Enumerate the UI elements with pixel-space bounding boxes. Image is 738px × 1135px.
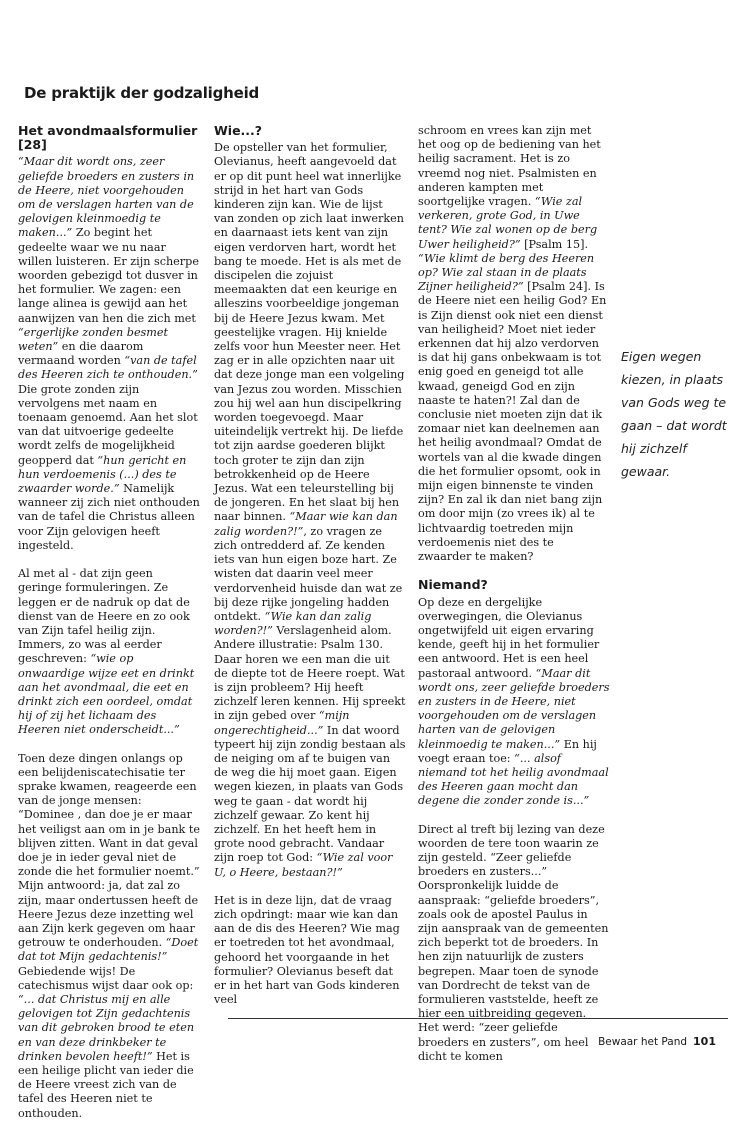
- body-text: In dat woord typeert hij zijn zondig bestaan als de neiging om af te buigen van de weg die hij moet gaan. Eigen wegen kiezen, in plaats van Gods weg te gaan - dat wordt hij zichzelf gewaar. Zo kent hij zichzelf. En het heeft hem in grote nood gebracht. Vandaar zijn roep tot God:: [214, 723, 406, 865]
- body-text: , zo vragen ze zich ontredderd af. Ze kenden iets van hun eigen boze hart. Ze wisten dat daarin veel meer verdorvenheid huisde dan wat ze bij deze rijke jongeling hadden ontdekt.: [214, 524, 403, 623]
- body-text: Op deze en dergelijke overwegingen, die Olevianus ongetwijfeld uit eigen ervaring kende, geeft hij in het formulier een antwoord. Het is een heel pastoraal antwoord.: [418, 595, 600, 680]
- section-heading: Niemand?: [418, 577, 488, 593]
- quote-text: “... dat Christus mij en alle gelovigen tot Zijn gedachtenis van dit gebroken brood te eten en van deze drinkbeker te drinken bevolen heeft!”: [18, 992, 195, 1063]
- body-text: De opsteller van het formulier, Olevianus, heeft aangevoeld dat er op dit punt heel wat innerlijke strijd in het hart van Gods kinderen zijn kan. Wie de lijst van zonden op zich laat inwerken en daarnaast iets kent van zijn eigen verdorven hart, wordt het bang te moede. Het is als met de discipelen die zojuist meemaakten dat een keurige en alleszins voorbeeldige jongeman bij de Heere Jezus kwam. Met geestelijke vragen. Hij knielde zelfs voor hun Meester neer. Het zag er in alle opzichten naar uit dat deze jonge man een volgeling van Jezus zou worden. Misschien zou hij wel aan hun discipelkring worden toegevoegd. Maar uiteindelijk vertrekt hij. De liefde tot zijn aardse goederen blijkt toch groter te zijn dan zijn betrokkenheid op de Heere Jezus. Wat een teleurstelling bij de jongeren. En het slaat bij hen naar binnen.: [214, 141, 405, 524]
- quote-text: “Maar dit wordt ons, zeer geliefde broeders en zusters in de Heere, niet voorgehouden om de verslagen harten van de gelovigen kleinmoedig te maken...”: [18, 155, 195, 240]
- paragraph: [214, 894, 406, 1008]
- paragraph: [18, 567, 200, 737]
- quote-text: “mijn ongerechtigheid...”: [214, 709, 350, 737]
- body-text: [Psalm 15].: [520, 237, 589, 251]
- quote-text: “Wie zal verkeren, grote God, in Uwe tent? Wie zal wonen op de berg Uwer heiligheid?”: [418, 195, 598, 251]
- quote-text: “Doet dat tot Mijn gedachtenis!”: [18, 936, 199, 964]
- quote-text: “van de tafel des Heeren zich te onthouden.”: [18, 354, 198, 382]
- body-text: Het is een heilige plicht van ieder die de Heere vreest zich van de tafel des Heeren niet te onthouden.: [18, 1049, 194, 1120]
- paragraph: [18, 752, 200, 1121]
- page-number: 101: [693, 1035, 716, 1048]
- paragraph: [418, 124, 610, 564]
- quote-text: “wie op onwaardige wijze eet en drinkt aan het avondmaal, die eet en drinkt zich een oordeel, omdat hij of zij het lichaam des Heeren niet onderscheidt...”: [18, 652, 195, 737]
- paragraph: [214, 141, 406, 880]
- body-text: schroom en vrees kan zijn met het oog op de bediening van het heilig sacrament. Het is zo vreemd nog niet. Psalmisten en anderen kampten met soortgelijke vragen.: [418, 124, 601, 209]
- paragraph: [418, 823, 610, 1064]
- body-text: Toen deze dingen onlangs op een belijdeniscatechisatie ter sprake kwamen, reageerde een van de jonge mensen: “Dominee , dan doe je er maar het veiligst aan om in je bank te blijven zitten. Want in dat geval doe je in ieder geval niet de zonde die het formulier noemt.” Mijn antwoord: ja, dat zal zo zijn, maar ondertussen heeft de Heere Jezus deze inzetting wel aan Zijn kerk gegeven om haar getrouw te onderhouden.: [18, 751, 200, 950]
- quote-text: “Wie kan dan zalig worden?!”: [214, 609, 372, 638]
- body-text: Namelijk wanneer zij zich niet onthouden van de tafel die Christus alleen voor Zijn gelovigen heeft ingesteld.: [18, 482, 200, 552]
- pull-quote: Eigen wegen kiezen, in plaats van Gods weg te gaan – dat wordt hij zichzelf gewaar.: [621, 349, 727, 479]
- quote-text: “Maar wie kan dan zalig worden?!”: [214, 510, 398, 538]
- body-text: Gebiedende wijs! De catechismus wijst daar ook op:: [18, 964, 194, 992]
- column-2: [214, 124, 406, 1021]
- page-title: De praktijk der godzaligheid: [24, 84, 260, 102]
- body-text: Verslagenheid alom. Andere illustratie: Psalm 130. Daar horen we een man die uit de diepte tot de Heere roept. Wat is zijn probleem? Hij heeft zichzelf leren kennen. Hij spreekt in zijn gebed over: [214, 624, 406, 723]
- footer-divider: [228, 1018, 728, 1019]
- quote-text: “Maar dit wordt ons, zeer geliefde broeders en zusters in de Heere, niet voorgehouden om de verslagen harten van de gelovigen kleinmoedig te maken...”: [418, 666, 610, 751]
- quote-text: “... alsof niemand tot het heilig avondmaal des Heeren gaan mocht dan degene die zonder zonde is...”: [418, 751, 609, 808]
- body-text: Die grote zonden zijn vervolgens met naam en toenaam genoemd. Aan het slot van dat uitvoerige gedeelte wordt zelfs de mogelijkheid geopperd dat: [18, 382, 198, 467]
- body-text: Zo begint het gedeelte waar we nu naar willen luisteren. Er zijn scherpe woorden gebezigd tot dusver in het formulier. We zagen: een lange alinea is gewijd aan het aanwijzen van hen die zich met: [18, 226, 199, 325]
- body-text: Het is in deze lijn, dat de vraag zich opdringt: maar wie kan dan aan de dis des Heeren? Wie mag er toetreden tot het avondmaal, gehoord het voorgaande in het formulier? Olevianus beseft dat er in het hart van Gods kinderen veel: [214, 893, 400, 1007]
- body-text: En hij voegt eraan toe:: [418, 737, 597, 765]
- section-heading: Wie...?: [214, 123, 263, 138]
- publication-title: Bewaar het Pand: [598, 1036, 688, 1048]
- quote-text: “ergerlijke zonden besmet weten”: [18, 325, 169, 354]
- paragraph: [18, 155, 200, 553]
- quote-text: “hun gericht en hun verdoemenis (...) des te zwaarder worde.”: [18, 453, 187, 496]
- quote-text: “Wie klimt de berg des Heeren op? Wie zal staan in de plaats Zijner heiligheid?”: [418, 251, 595, 294]
- body-text: [Psalm 24]. Is de Heere niet een heilig God? En is Zijn dienst ook niet een dienst van heiligheid? Moet niet ieder erkennen dat hij alzo verdorven is dat hij gans onbekwaam is tot enig goed en geneigd tot alle kwaad, geneigd God en zijn naaste te haten?! Zal dan de conclusie niet moeten zijn dat ik zomaar niet kan deelnemen aan het heilig avondmaal? Omdat de wortels van al die kwade dingen die het formulier opsomt, ook in mijn eigen binnenste te vinden zijn? En zal ik dan niet bang zijn om door mijn (zo vrees ik) al te lichtvaardig toetreden mijn verdoemenis niet des te zwaarder te maken?: [418, 280, 607, 564]
- page-footer: [598, 1035, 716, 1048]
- body-text: Direct al treft bij lezing van deze woorden de tere toon waarin ze zijn gesteld. “Zeer geliefde broeders en zusters...” Oorspronkelijk luidde de aanspraak: “geliefde broeders”, zoals ook de apostel Paulus in zijn aanspraak van de gemeenten zich beperkt tot de broeders. In hen zijn natuurlijk de zusters begrepen. Maar toen de synode van Dordrecht de tekst van de formulieren vaststelde, heeft ze hier een uitbreiding gegeven. Het werd: “zeer geliefde broeders en zusters”, om heel dicht te komen: [418, 822, 609, 1063]
- section-heading: Het avondmaalsformulier [28]: [18, 123, 198, 153]
- body-text: Al met al - dat zijn geen geringe formuleringen. Ze leggen er de nadruk op dat de dienst van de Heere en zo ook van Zijn tafel heilig zijn. Immers, zo was al eerder geschreven:: [18, 567, 190, 666]
- paragraph: [418, 596, 610, 809]
- column-3: [418, 124, 610, 1078]
- quote-text: “Wie zal voor U, o Heere, bestaan?!”: [214, 851, 393, 879]
- column-1: [18, 124, 200, 1135]
- body-text: en die daarom vermaand worden: [18, 340, 144, 368]
